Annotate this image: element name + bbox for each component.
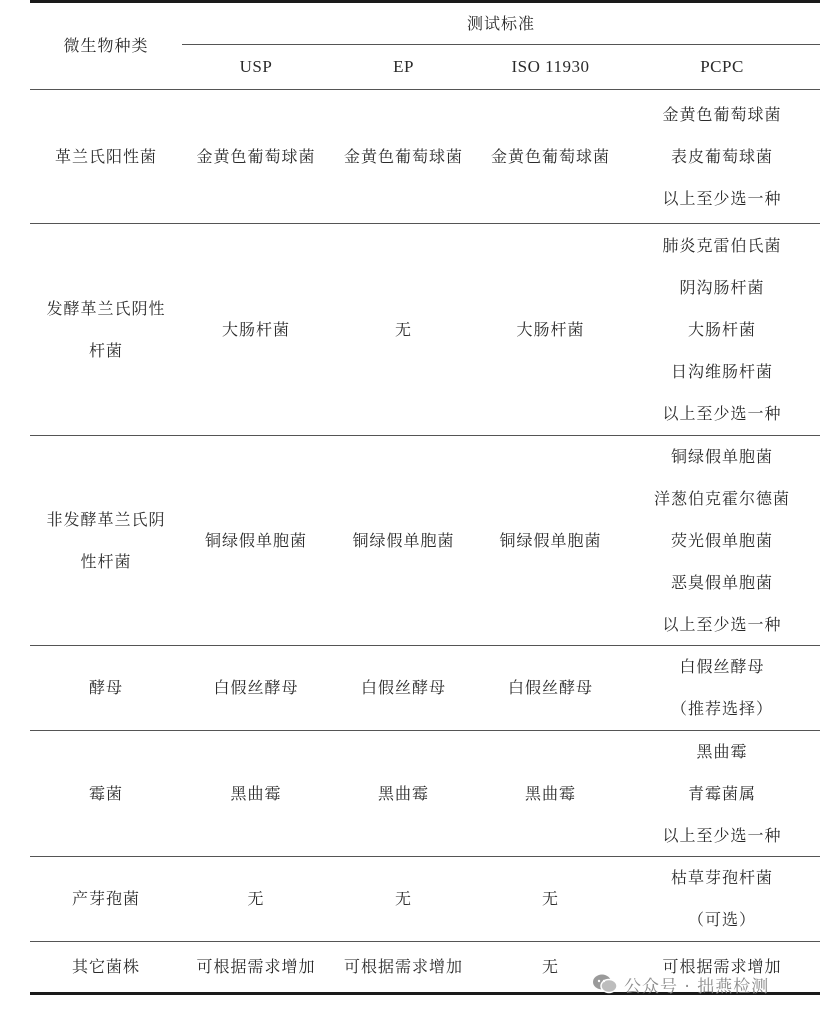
- pcpc-cell: [624, 646, 820, 730]
- cell-line: 日沟维肠杆菌: [670, 361, 773, 381]
- cell-line: 可根据需求增加: [196, 957, 316, 976]
- cell-line: 铜绿假单胞菌: [204, 530, 307, 550]
- iso-cell: [477, 646, 624, 730]
- cell-line: 黑曲霉: [377, 783, 429, 803]
- cell-line: 霉菌: [88, 783, 123, 803]
- cell-line: （推荐选择）: [670, 699, 773, 718]
- cell-line: 金黄色葡萄球菌: [490, 146, 610, 166]
- usp-cell: [182, 224, 330, 435]
- cell-line: 表皮葡萄球菌: [670, 146, 773, 166]
- usp-cell: [182, 646, 330, 730]
- cell-line: 白假丝酵母: [507, 678, 593, 697]
- cell-line: 发酵革兰氏阴性: [46, 298, 166, 318]
- cell-line: 革兰氏阳性菌: [54, 146, 157, 166]
- category-cell: [30, 224, 182, 435]
- cell-line: 青霉菌属: [687, 783, 756, 803]
- cell-line: 荧光假单胞菌: [670, 530, 773, 550]
- usp-cell: [182, 436, 330, 645]
- cell-line: 其它菌株: [71, 957, 140, 976]
- cell-line: 金黄色葡萄球菌: [196, 146, 316, 166]
- ep-cell: [330, 942, 477, 992]
- top-rule: [30, 0, 820, 3]
- cell-line: 无: [541, 889, 559, 908]
- category-cell: [30, 646, 182, 730]
- cell-line: 无: [247, 889, 265, 908]
- usp-cell: [182, 857, 330, 941]
- cell-line: 白假丝酵母: [360, 678, 446, 697]
- header-ep: EP: [393, 57, 414, 76]
- iso-cell: [477, 857, 624, 941]
- cell-line: 可根据需求增加: [662, 957, 782, 976]
- category-cell: [30, 731, 182, 856]
- cell-line: 铜绿假单胞菌: [499, 530, 602, 550]
- watermark-text: 公众号 · 拙燕检测: [624, 976, 770, 997]
- pcpc-cell: [624, 90, 820, 223]
- cell-line: 白假丝酵母: [679, 657, 765, 676]
- watermark: [592, 968, 769, 1000]
- cell-line: 阴沟肠杆菌: [679, 277, 765, 297]
- cell-line: 黑曲霉: [524, 783, 576, 803]
- ep-cell: [330, 646, 477, 730]
- cell-line: 肺炎克雷伯氏菌: [662, 235, 782, 255]
- cell-line: 大肠杆菌: [687, 319, 756, 339]
- header-iso: ISO 11930: [511, 57, 590, 76]
- usp-cell: [182, 90, 330, 223]
- ep-cell: [330, 857, 477, 941]
- header-pcpc: PCPC: [700, 57, 744, 76]
- group-header: 测试标准: [466, 14, 535, 33]
- cell-line: 以上至少选一种: [662, 188, 782, 208]
- iso-cell: [477, 731, 624, 856]
- chat-bubble-icon: [592, 973, 618, 995]
- cell-line: 杆菌: [88, 340, 123, 360]
- group-rule: [182, 44, 820, 45]
- pcpc-cell: [624, 731, 820, 856]
- cell-line: 以上至少选一种: [662, 614, 782, 634]
- cell-line: 大肠杆菌: [221, 319, 290, 339]
- category-cell: [30, 857, 182, 941]
- cell-line: 非发酵革兰氏阴: [46, 509, 166, 529]
- category-cell: [30, 436, 182, 645]
- ep-cell: [330, 731, 477, 856]
- ep-cell: [330, 436, 477, 645]
- iso-cell: [477, 436, 624, 645]
- category-cell: [30, 90, 182, 223]
- cell-line: 无: [394, 319, 412, 339]
- header-usp: USP: [239, 57, 273, 76]
- cell-line: 性杆菌: [80, 551, 132, 571]
- cell-line: 枯草芽孢杆菌: [670, 868, 773, 887]
- cell-line: （可选）: [687, 910, 756, 929]
- pcpc-cell: [624, 224, 820, 435]
- cell-line: 白假丝酵母: [213, 678, 299, 697]
- pcpc-cell: [624, 436, 820, 645]
- cell-line: 铜绿假单胞菌: [670, 446, 773, 466]
- usp-cell: [182, 942, 330, 992]
- cell-line: 以上至少选一种: [662, 403, 782, 423]
- cell-line: 产芽孢菌: [71, 889, 140, 908]
- cell-line: 恶臭假单胞菌: [670, 572, 773, 592]
- cell-line: 黑曲霉: [696, 741, 748, 761]
- cell-line: 无: [394, 889, 412, 908]
- row-label-header: 微生物种类: [63, 36, 149, 55]
- cell-line: 大肠杆菌: [516, 319, 585, 339]
- cell-line: 无: [541, 957, 559, 976]
- usp-cell: [182, 731, 330, 856]
- cell-line: 酵母: [88, 678, 123, 697]
- pcpc-cell: [624, 857, 820, 941]
- iso-cell: [477, 224, 624, 435]
- ep-cell: [330, 224, 477, 435]
- ep-cell: [330, 90, 477, 223]
- cell-line: 可根据需求增加: [343, 957, 463, 976]
- iso-cell: [477, 90, 624, 223]
- cell-line: 黑曲霉: [230, 783, 282, 803]
- category-cell: [30, 942, 182, 992]
- cell-line: 洋葱伯克霍尔德菌: [653, 488, 790, 508]
- cell-line: 以上至少选一种: [662, 825, 782, 845]
- cell-line: 金黄色葡萄球菌: [343, 146, 463, 166]
- cell-line: 金黄色葡萄球菌: [662, 104, 782, 124]
- cell-line: 铜绿假单胞菌: [352, 530, 455, 550]
